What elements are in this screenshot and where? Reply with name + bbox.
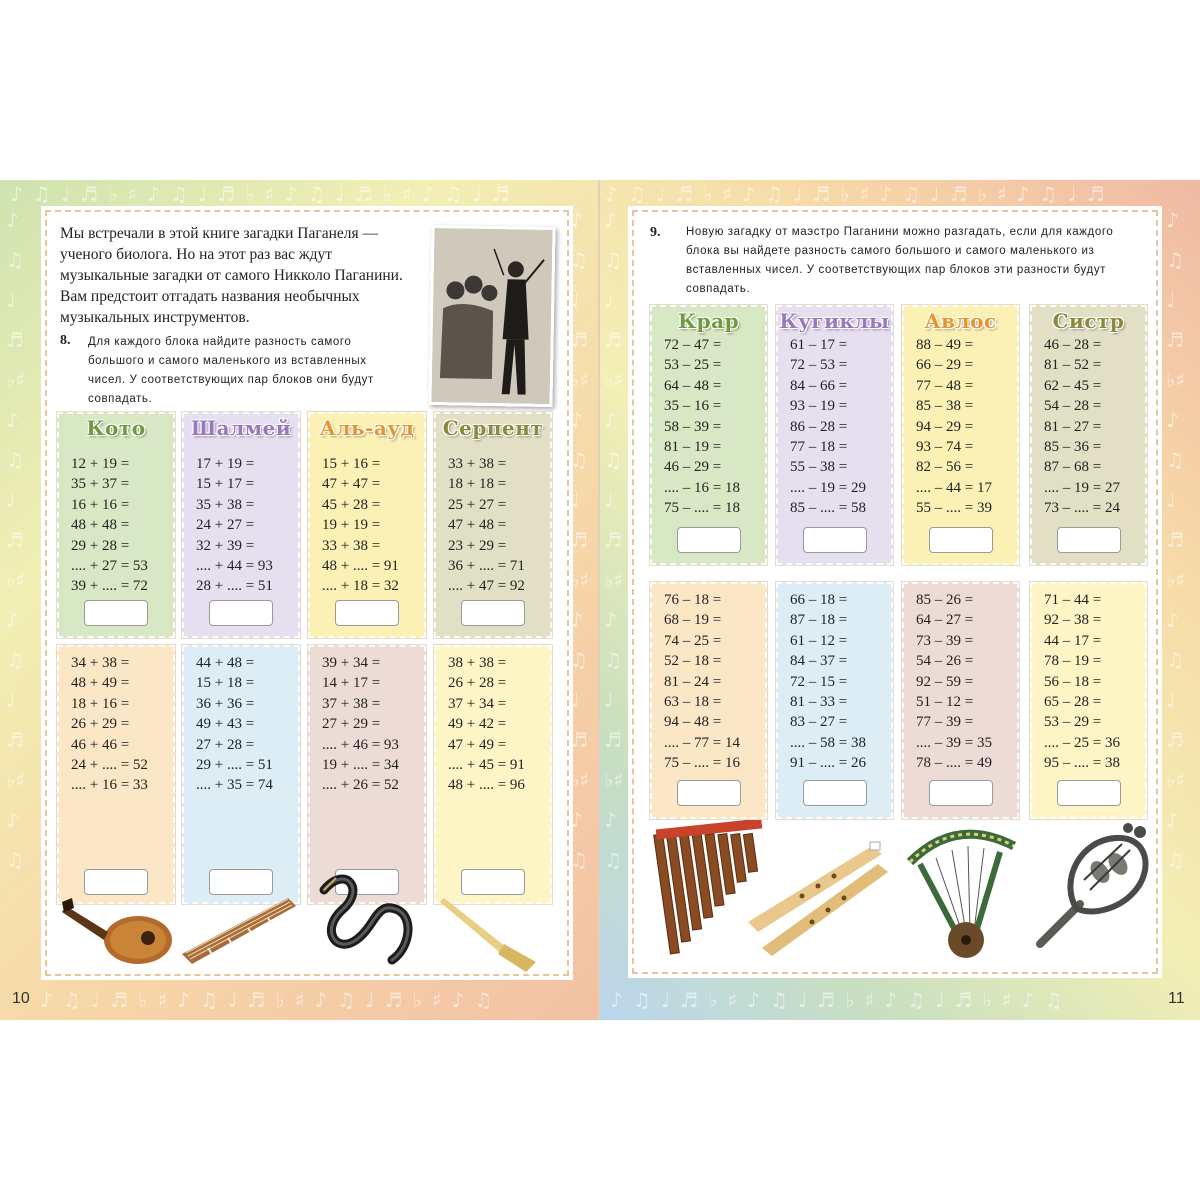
- math-expression: 48 + .... = 91: [322, 558, 399, 575]
- shawm-icon: [440, 892, 540, 972]
- puzzle-block: [650, 582, 767, 819]
- math-expression: 53 – 25 =: [664, 357, 722, 374]
- math-expression: 15 + 18 =: [196, 675, 255, 692]
- math-expression: 27 + 29 =: [322, 716, 381, 733]
- math-expression: 38 + 38 =: [448, 655, 507, 671]
- book-gutter: [598, 180, 600, 1020]
- math-expression: 12 + 19 =: [71, 456, 130, 472]
- math-expression: .... + 26 = 52: [322, 777, 399, 794]
- music-notes-border-gutter-right: ♪♫♩♬♭♯♪♫♩♬♭♯♪♫♩♬♭♯♪♫: [604, 208, 624, 872]
- math-expression: 81 – 33 =: [790, 694, 848, 711]
- math-expression: 51 – 12 =: [916, 694, 974, 711]
- math-expression: 87 – 68 =: [1044, 459, 1102, 476]
- math-expression: .... + 18 = 32: [322, 578, 399, 595]
- math-expression: 65 – 28 =: [1044, 694, 1102, 711]
- music-notes-border-right: ♪♫♩♬♭♯♪♫♩♬♭♯♪♫♩♬♭♯♪♫: [1166, 208, 1186, 872]
- math-expression: 64 – 27 =: [916, 612, 974, 629]
- math-expression: 44 + 48 =: [196, 655, 255, 671]
- puzzle-block: [902, 305, 1019, 565]
- math-expression: 23 + 29 =: [448, 537, 507, 554]
- lute-icon: [58, 892, 176, 968]
- math-expression: 81 – 24 =: [664, 673, 722, 690]
- math-expression: 62 – 45 =: [1044, 377, 1102, 394]
- puzzle-block: [308, 645, 426, 904]
- math-expression: 76 – 18 =: [664, 592, 722, 608]
- math-expression: 48 + 48 =: [71, 517, 130, 534]
- paganini-portrait: [428, 225, 555, 407]
- puzzle-block: [308, 412, 426, 638]
- answer-box[interactable]: [929, 780, 993, 806]
- math-expression: 93 – 19 =: [790, 398, 848, 415]
- math-expression: 46 – 29 =: [664, 459, 722, 476]
- math-expression: 64 – 48 =: [664, 377, 722, 394]
- math-expression: 47 + 49 =: [448, 736, 507, 753]
- instrument-title: Шалмей: [190, 416, 292, 440]
- math-expression: 86 – 28 =: [790, 418, 848, 435]
- instrument-title: Авлос: [924, 309, 997, 333]
- math-expression: 77 – 39 =: [916, 714, 974, 731]
- math-expression: 29 + .... = 51: [196, 757, 273, 774]
- math-expression: 61 – 17 =: [790, 337, 848, 353]
- math-expression: 28 + .... = 51: [196, 578, 273, 595]
- puzzle-block: [434, 645, 552, 904]
- math-expression: 19 + 19 =: [322, 517, 381, 534]
- math-expression: .... – 77 = 14: [664, 734, 740, 751]
- math-expression: .... + 46 = 93: [322, 736, 399, 753]
- math-expression: .... – 25 = 36: [1044, 734, 1120, 751]
- math-expression: 52 – 18 =: [664, 653, 722, 670]
- puzzle-block: [57, 645, 175, 904]
- instrument-title: Крар: [677, 309, 740, 333]
- math-expression: 81 – 52 =: [1044, 357, 1102, 374]
- math-expression: 81 – 27 =: [1044, 418, 1102, 435]
- music-notes-border-bottom-right: ♪♫♩♬♭♯♪♫♩♬♭♯♪♫♩♬♭♯♪♫: [610, 988, 1073, 1012]
- sistrum-icon: [1030, 820, 1160, 950]
- math-expression: 47 + 47 =: [322, 476, 381, 493]
- puzzle-block: [434, 412, 552, 638]
- math-expression: 17 + 19 =: [196, 456, 255, 472]
- math-expression: 15 + 16 =: [322, 456, 381, 472]
- math-expression: 72 – 47 =: [664, 337, 722, 353]
- puzzle-block: [1030, 305, 1147, 565]
- math-expression: 92 – 38 =: [1044, 612, 1102, 629]
- answer-box[interactable]: [209, 600, 273, 626]
- math-expression: .... + 44 = 93: [196, 558, 273, 575]
- puzzle-block: [776, 582, 893, 819]
- math-expression: 49 + 42 =: [448, 716, 507, 733]
- page-number-left: 10: [12, 990, 30, 1007]
- instrument-title: Кугиклы: [779, 309, 890, 333]
- math-expression: 88 – 49 =: [916, 337, 974, 353]
- math-expression: .... – 19 = 27: [1044, 479, 1120, 496]
- math-expression: 92 – 59 =: [916, 673, 974, 690]
- task-9-number: 9.: [650, 225, 661, 240]
- math-expression: 35 – 16 =: [664, 398, 722, 415]
- math-expression: 36 + .... = 71: [448, 558, 525, 575]
- math-expression: 36 + 36 =: [196, 695, 255, 712]
- math-expression: 81 – 19 =: [664, 439, 722, 456]
- math-expression: 45 + 28 =: [322, 496, 381, 513]
- math-expression: 35 + 38 =: [196, 496, 255, 513]
- task-8-text: Для каждого блока найдите разность самого большого и самого маленького из вставленных чисел. У соответствующих пар блоков они будут совпадать.: [88, 336, 374, 405]
- math-expression: 24 + 27 =: [196, 517, 255, 534]
- math-expression: 48 + .... = 96: [448, 777, 525, 794]
- math-expression: 15 + 17 =: [196, 476, 255, 493]
- math-expression: 78 – .... = 49: [916, 755, 992, 772]
- math-expression: 49 + 43 =: [196, 716, 255, 733]
- math-expression: 48 + 49 =: [71, 675, 130, 692]
- math-expression: 47 + 48 =: [448, 517, 507, 534]
- math-expression: 85 – 26 =: [916, 592, 974, 608]
- math-expression: 78 – 19 =: [1044, 653, 1102, 670]
- instrument-title: Аль-ауд: [319, 416, 415, 440]
- math-expression: 19 + .... = 34: [322, 757, 399, 774]
- math-expression: 75 – .... = 18: [664, 500, 740, 517]
- math-expression: 44 – 17 =: [1044, 632, 1102, 649]
- math-expression: 18 + 16 =: [71, 695, 130, 712]
- answer-box[interactable]: [929, 527, 993, 553]
- music-notes-border-bottom-left: ♪♫♩♬♭♯♪♫♩♬♭♯♪♫♩♬♭♯♪♫: [40, 988, 503, 1012]
- math-expression: 55 – 38 =: [790, 459, 848, 476]
- math-expression: 74 – 25 =: [664, 632, 722, 649]
- math-expression: 26 + 29 =: [71, 716, 130, 733]
- math-expression: .... – 19 = 29: [790, 479, 866, 496]
- math-expression: 73 – 39 =: [916, 632, 974, 649]
- puzzle-block: [776, 305, 893, 565]
- math-expression: 24 + .... = 52: [71, 757, 148, 774]
- math-expression: 84 – 37 =: [790, 653, 848, 670]
- math-expression: 72 – 15 =: [790, 673, 848, 690]
- answer-box[interactable]: [803, 780, 867, 806]
- puzzle-block: [57, 412, 175, 638]
- answer-box[interactable]: [84, 600, 148, 626]
- math-expression: 61 – 12 =: [790, 632, 848, 649]
- math-expression: 58 – 39 =: [664, 418, 722, 435]
- math-expression: 14 + 17 =: [322, 675, 381, 692]
- math-expression: .... – 58 = 38: [790, 734, 866, 751]
- math-expression: 53 – 29 =: [1044, 714, 1102, 731]
- answer-box[interactable]: [461, 600, 525, 626]
- violinist-engraving-icon: [431, 228, 552, 404]
- math-expression: 37 + 38 =: [322, 695, 381, 712]
- music-notes-border-left: ♪♫♩♬♭♯♪♫♩♬♭♯♪♫♩♬♭♯♪♫: [6, 208, 26, 872]
- math-expression: 33 + 38 =: [448, 456, 507, 472]
- math-expression: 85 – 36 =: [1044, 439, 1102, 456]
- task-8-number: 8.: [60, 333, 71, 348]
- math-expression: 18 + 18 =: [448, 476, 507, 493]
- math-expression: 85 – .... = 58: [790, 500, 866, 517]
- math-expression: 66 – 29 =: [916, 357, 974, 374]
- math-expression: 93 – 74 =: [916, 439, 974, 456]
- math-expression: 77 – 18 =: [790, 439, 848, 456]
- math-expression: 71 – 44 =: [1044, 592, 1102, 608]
- math-expression: 73 – .... = 24: [1044, 500, 1120, 517]
- math-expression: 27 + 28 =: [196, 736, 255, 753]
- math-expression: 94 – 48 =: [664, 714, 722, 731]
- math-expression: .... + 45 = 91: [448, 757, 525, 774]
- music-notes-border-top-left: ♪♫♩♬♭♯♪♫♩♬♭♯♪♫♩♬♭♯♪♫♩♬: [10, 182, 520, 206]
- puzzle-block: [1030, 582, 1147, 819]
- math-expression: 54 – 28 =: [1044, 398, 1102, 415]
- math-expression: 68 – 19 =: [664, 612, 722, 629]
- math-expression: 32 + 39 =: [196, 537, 255, 554]
- intro-text: Мы встречали в этой книге загадки Паганеля — ученого биолога. Но на этот раз вас ждут музыкальные загадки от самого Никколо Паганини. Вам предстоит отгадать названия необычных музыкальных инструментов.: [60, 225, 403, 326]
- math-expression: 84 – 66 =: [790, 377, 848, 394]
- answer-box[interactable]: [803, 527, 867, 553]
- koto-icon: [178, 892, 298, 968]
- math-expression: 91 – .... = 26: [790, 755, 866, 772]
- math-expression: 66 – 18 =: [790, 592, 848, 608]
- math-expression: .... + 35 = 74: [196, 777, 273, 794]
- math-expression: 94 – 29 =: [916, 418, 974, 435]
- puzzle-block: [902, 582, 1019, 819]
- math-expression: 82 – 56 =: [916, 459, 974, 476]
- answer-box[interactable]: [677, 527, 741, 553]
- math-expression: 34 + 38 =: [71, 655, 130, 671]
- math-expression: .... + 16 = 33: [71, 777, 148, 794]
- math-expression: 16 + 16 =: [71, 496, 130, 513]
- math-expression: 87 – 18 =: [790, 612, 848, 629]
- math-expression: 25 + 27 =: [448, 496, 507, 513]
- math-expression: 39 + .... = 72: [71, 578, 148, 595]
- page-number-right: 11: [1168, 990, 1185, 1007]
- math-expression: 37 + 34 =: [448, 695, 507, 712]
- math-expression: 75 – .... = 16: [664, 755, 740, 772]
- task-9-text: Новую загадку от маэстро Паганини можно разгадать, если для каждого блока вы найдете разность самого большого и самого маленького из вставленных чисел. У соответствующих пар блоков эти разности будут совпадать.: [686, 226, 1114, 295]
- math-expression: .... – 16 = 18: [664, 479, 740, 496]
- serpent-icon: [306, 870, 416, 970]
- answer-box[interactable]: [1057, 780, 1121, 806]
- music-notes-border-top-right: ♪♫♩♬♭♯♪♫♩♬♭♯♪♫♩♬♭♯♪♫♩♬: [605, 182, 1115, 206]
- math-expression: 33 + 38 =: [322, 537, 381, 554]
- math-expression: 95 – .... = 38: [1044, 755, 1120, 772]
- math-expression: .... – 39 = 35: [916, 734, 992, 751]
- answer-box[interactable]: [1057, 527, 1121, 553]
- math-expression: .... – 44 = 17: [916, 479, 992, 496]
- math-expression: 83 – 27 =: [790, 714, 848, 731]
- math-expression: 85 – 38 =: [916, 398, 974, 415]
- math-expression: 26 + 28 =: [448, 675, 507, 692]
- math-expression: 46 – 28 =: [1044, 337, 1102, 353]
- music-notes-border-gutter-left: ♪♫♩♬♭♯♪♫♩♬♭♯♪♫♩♬♭♯♪♫: [570, 208, 590, 872]
- puzzle-block: [650, 305, 767, 565]
- puzzle-block: [182, 645, 300, 904]
- math-expression: 29 + 28 =: [71, 537, 130, 554]
- instrument-title: Кото: [86, 416, 146, 440]
- math-expression: 77 – 48 =: [916, 377, 974, 394]
- math-expression: 39 + 34 =: [322, 655, 381, 671]
- instrument-title: Серпент: [442, 416, 544, 440]
- math-expression: .... + 47 = 92: [448, 578, 525, 595]
- math-expression: 54 – 26 =: [916, 653, 974, 670]
- puzzle-block: [182, 412, 300, 638]
- math-expression: 46 + 46 =: [71, 736, 130, 753]
- math-expression: 35 + 37 =: [71, 476, 130, 493]
- answer-box[interactable]: [677, 780, 741, 806]
- double-flute-icon: [742, 838, 892, 958]
- math-expression: 63 – 18 =: [664, 694, 722, 711]
- lyre-icon: [896, 822, 1026, 962]
- math-expression: .... + 27 = 53: [71, 558, 148, 575]
- answer-box[interactable]: [335, 600, 399, 626]
- math-expression: 72 – 53 =: [790, 357, 848, 374]
- instrument-title: Систр: [1052, 309, 1125, 333]
- math-expression: 56 – 18 =: [1044, 673, 1102, 690]
- math-expression: 55 – .... = 39: [916, 500, 992, 517]
